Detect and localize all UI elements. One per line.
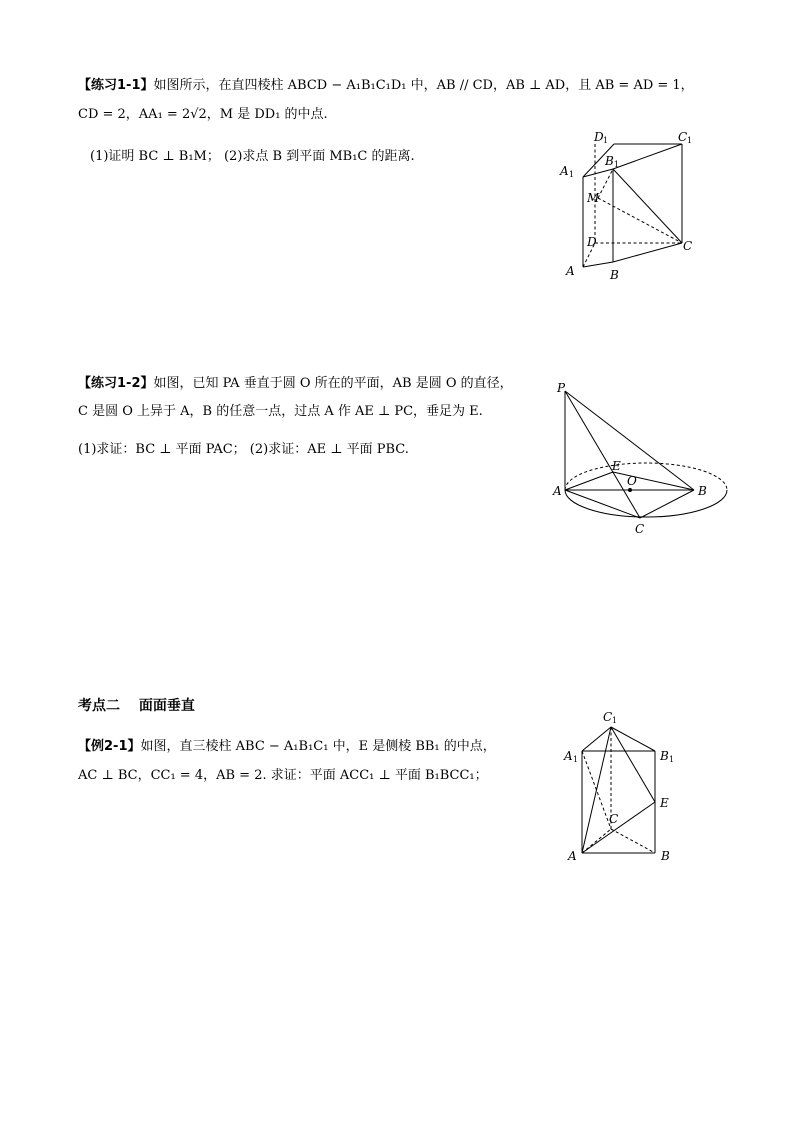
label-b: B <box>698 484 707 498</box>
label-c: C <box>635 522 645 536</box>
label-e: E <box>612 459 621 473</box>
label-c: C <box>609 812 619 826</box>
circle-cone-figure <box>550 378 730 543</box>
ex11-line1: 【练习1-1】如图所示，在直四棱柱 ABCD − A₁B₁C₁D₁ 中，AB // CD，AB ⊥ AD，且 AB = AD = 1， <box>78 78 694 93</box>
label-sub: 1 <box>614 160 620 169</box>
label-sub: 1 <box>612 716 618 725</box>
label-sub: 1 <box>669 755 675 764</box>
label-p: P <box>557 381 566 395</box>
label-o: O <box>627 474 637 488</box>
ex12-line1: 【练习1-2】如图，已知 PA 垂直于圆 O 所在的平面，AB 是圆 O 的直径， <box>78 376 513 391</box>
label-a: A <box>566 264 575 278</box>
label-sub: 1 <box>603 136 609 145</box>
prism-abcd-figure <box>550 125 710 290</box>
label-c: C <box>683 239 693 253</box>
ex21-line2: AC ⊥ BC，CC₁ = 4，AB = 2. 求证：平面 ACC₁ ⊥ 平面 B₁BCC₁； <box>78 768 488 783</box>
ex12-line2: C 是圆 O 上异于 A，B 的任意一点，过点 A 作 AE ⊥ PC，垂足为 E. <box>78 404 483 419</box>
label-b1: B <box>660 749 669 763</box>
section-title: 考点二 面面垂直 <box>78 698 195 714</box>
label-d1: D <box>594 130 604 144</box>
label-d: D <box>587 235 597 249</box>
ex21-line1: 【例2-1】如图，直三棱柱 ABC − A₁B₁C₁ 中，E 是侧棱 BB₁ 的中点， <box>78 739 496 754</box>
label-a1: A <box>560 164 569 178</box>
label-sub: 1 <box>569 170 575 179</box>
label-c1: C <box>603 710 613 724</box>
label-sub: 1 <box>573 755 579 764</box>
ex11-line2: CD = 2，AA₁ = 2√2，M 是 DD₁ 的中点. <box>78 107 328 122</box>
label-e: E <box>660 796 669 810</box>
label-a: A <box>568 849 577 863</box>
label-a: A <box>553 484 562 498</box>
label-b: B <box>610 268 619 282</box>
ex11-line3: (1)证明 BC ⊥ B₁M； (2)求点 B 到平面 MB₁C 的距离. <box>90 149 415 164</box>
label-b: B <box>661 849 670 863</box>
label-sub: 1 <box>687 136 693 145</box>
label-m: M <box>587 191 600 205</box>
label-c1: C <box>678 130 688 144</box>
triangular-prism-figure <box>555 705 695 870</box>
ex12-line3: (1)求证：BC ⊥ 平面 PAC； (2)求证：AE ⊥ 平面 PBC. <box>78 442 409 457</box>
label-b1: B <box>605 154 614 168</box>
label-a1: A <box>564 749 573 763</box>
